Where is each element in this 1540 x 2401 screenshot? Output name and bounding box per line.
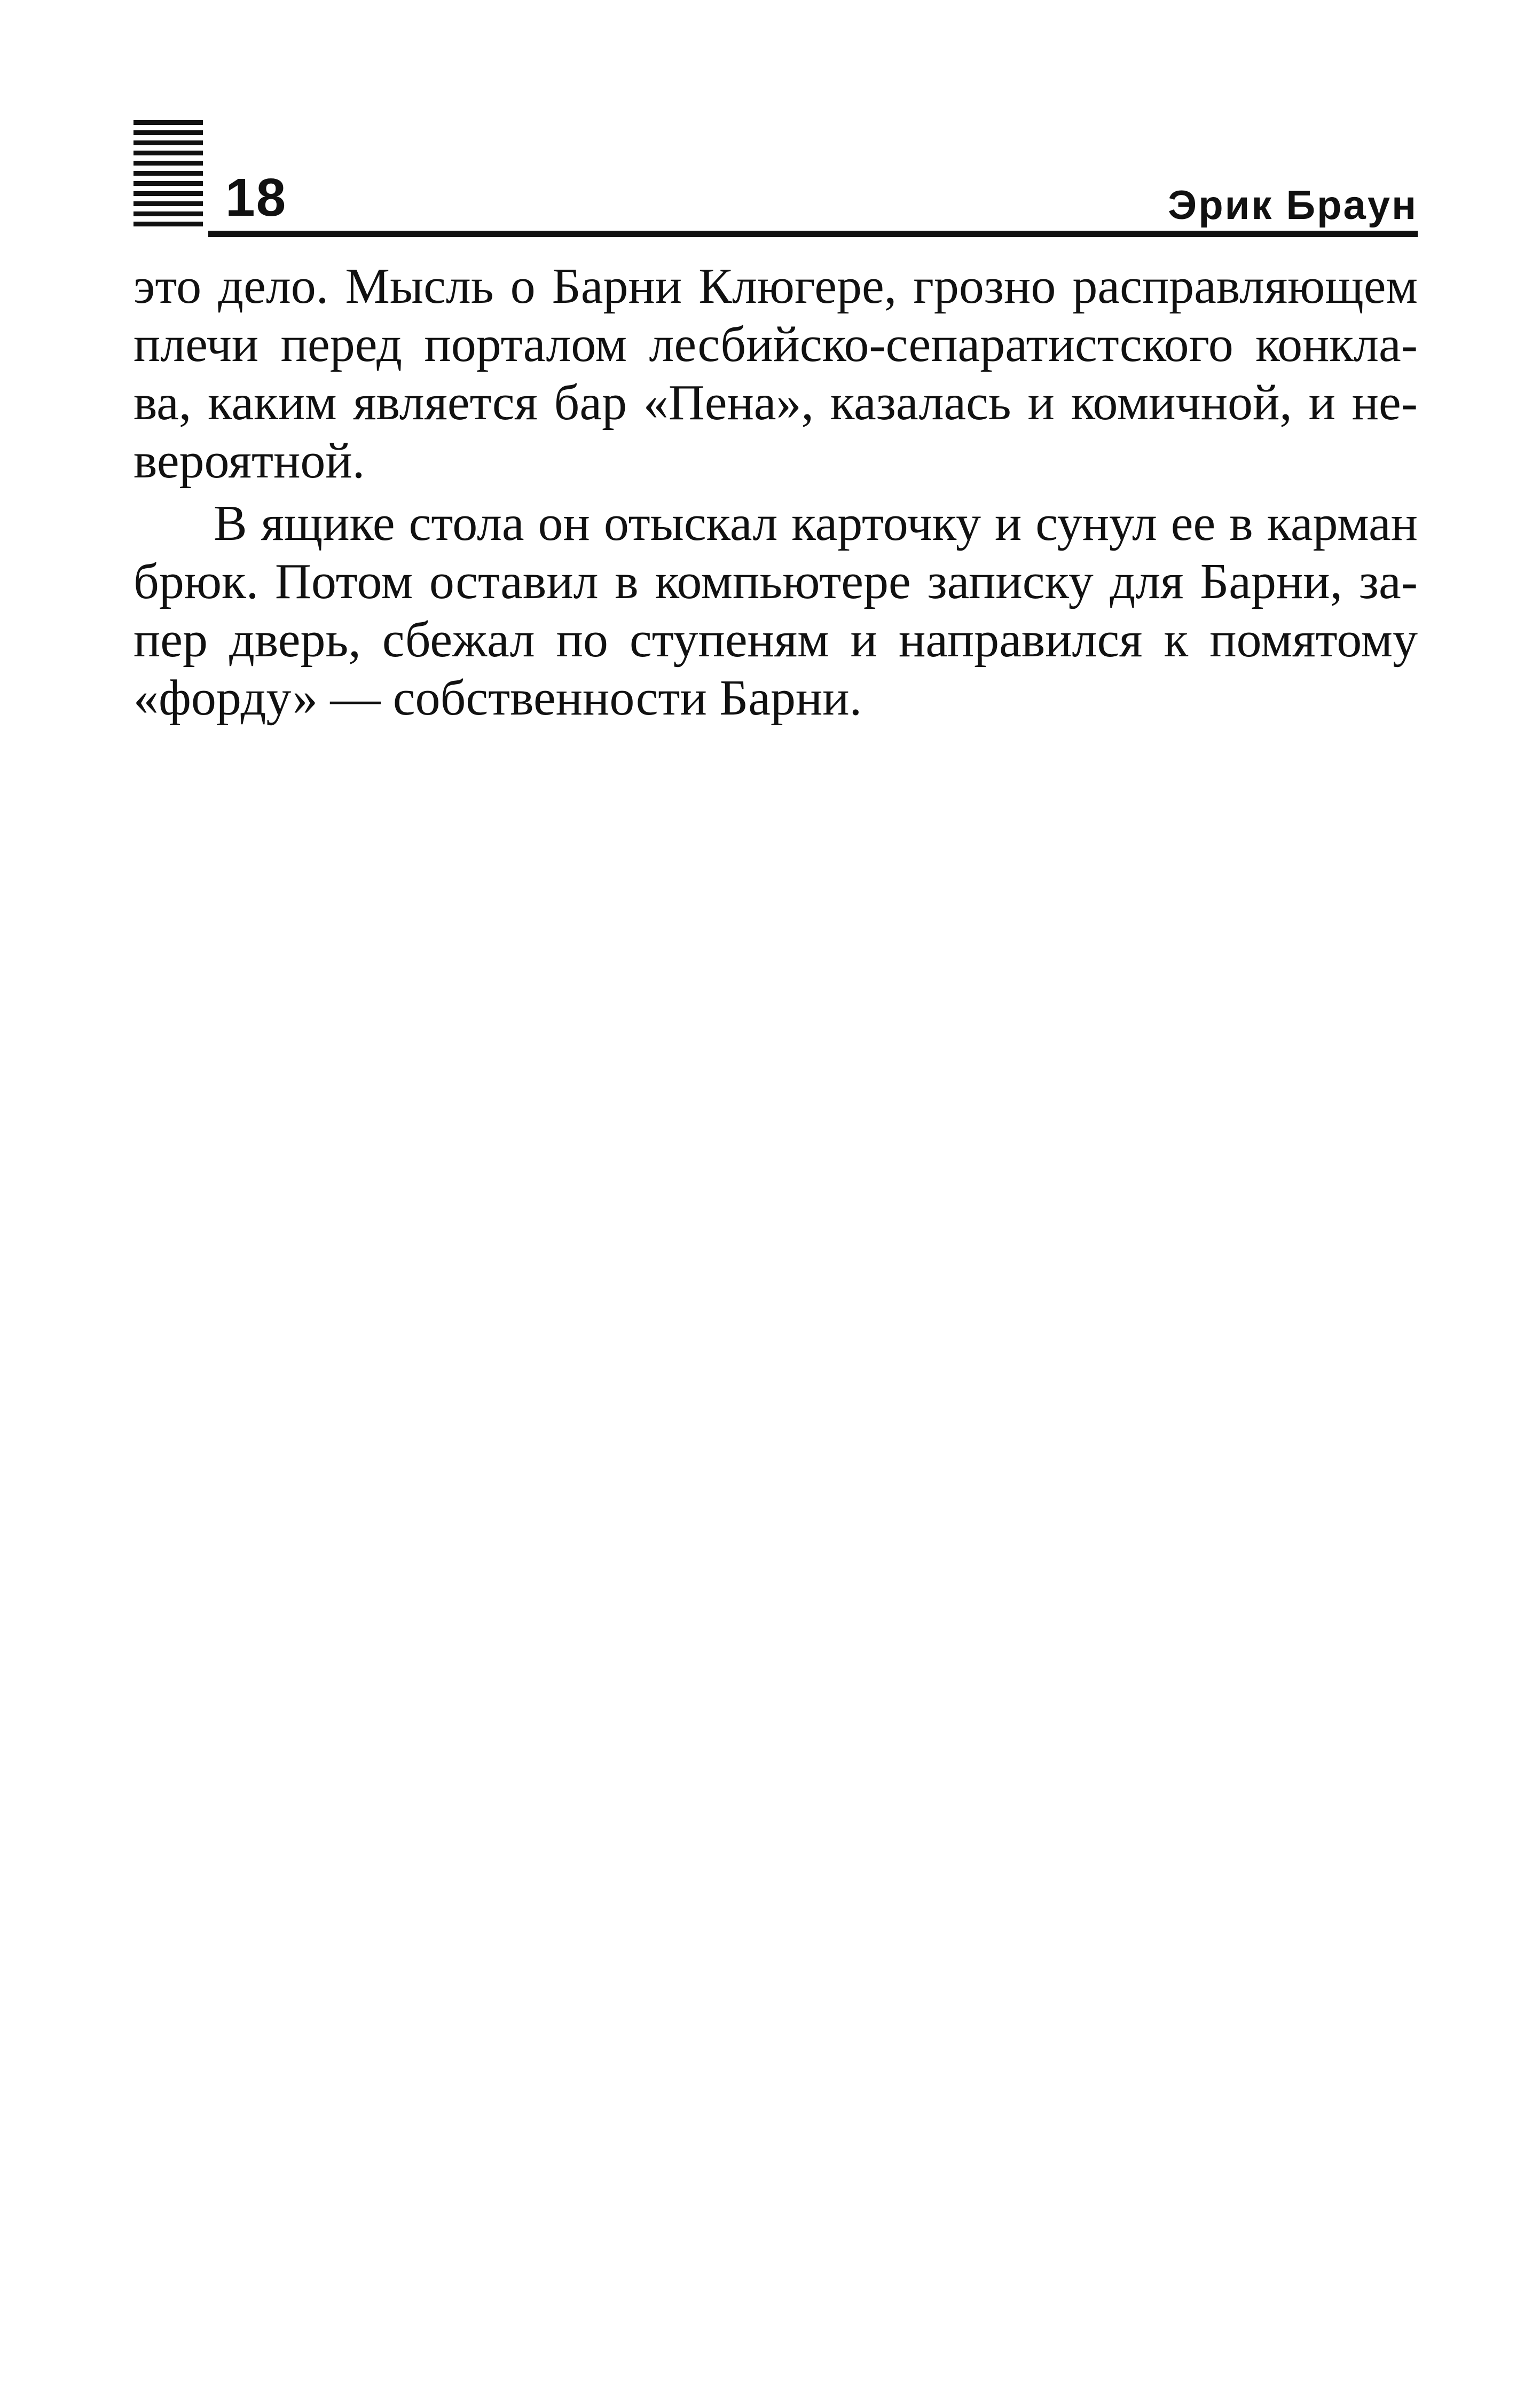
running-head-author: Эрик Браун <box>1168 183 1418 228</box>
header-stripes-ornament <box>133 120 203 232</box>
ornament-stripe <box>133 211 203 216</box>
body-text <box>133 257 1418 732</box>
ornament-stripe <box>133 120 203 125</box>
header-rule <box>208 231 1418 237</box>
ornament-stripe <box>133 130 203 135</box>
text-line: брюк. Потом оставил в компьютере записку для Барни, за- <box>133 554 1418 609</box>
text-line: «форду» — собственности Барни. <box>133 670 862 726</box>
ornament-stripe <box>133 140 203 145</box>
ornament-stripe <box>133 222 203 226</box>
text-line: плечи перед порталом лесбийско-сепаратистского конкла- <box>133 317 1418 372</box>
text-line: ва, каким является бар «Пена», казалась и комичной, и не- <box>133 375 1418 430</box>
ornament-stripe <box>133 191 203 196</box>
ornament-stripe <box>133 181 203 186</box>
page-number: 18 <box>225 168 287 227</box>
ornament-stripe <box>133 171 203 176</box>
text-line: пер дверь, сбежал по ступеням и направился к помятому <box>133 612 1418 668</box>
paragraph <box>133 495 1418 727</box>
text-line: это дело. Мысль о Барни Клюгере, грозно расправляющем <box>133 258 1418 314</box>
ornament-stripe <box>133 151 203 155</box>
text-line: В ящике стола он отыскал карточку и сунул ее в карман <box>214 496 1418 551</box>
ornament-stripe <box>133 201 203 206</box>
page-header <box>133 120 1418 239</box>
paragraph <box>133 257 1418 490</box>
ornament-stripe <box>133 161 203 166</box>
text-line: вероятной. <box>133 433 365 489</box>
